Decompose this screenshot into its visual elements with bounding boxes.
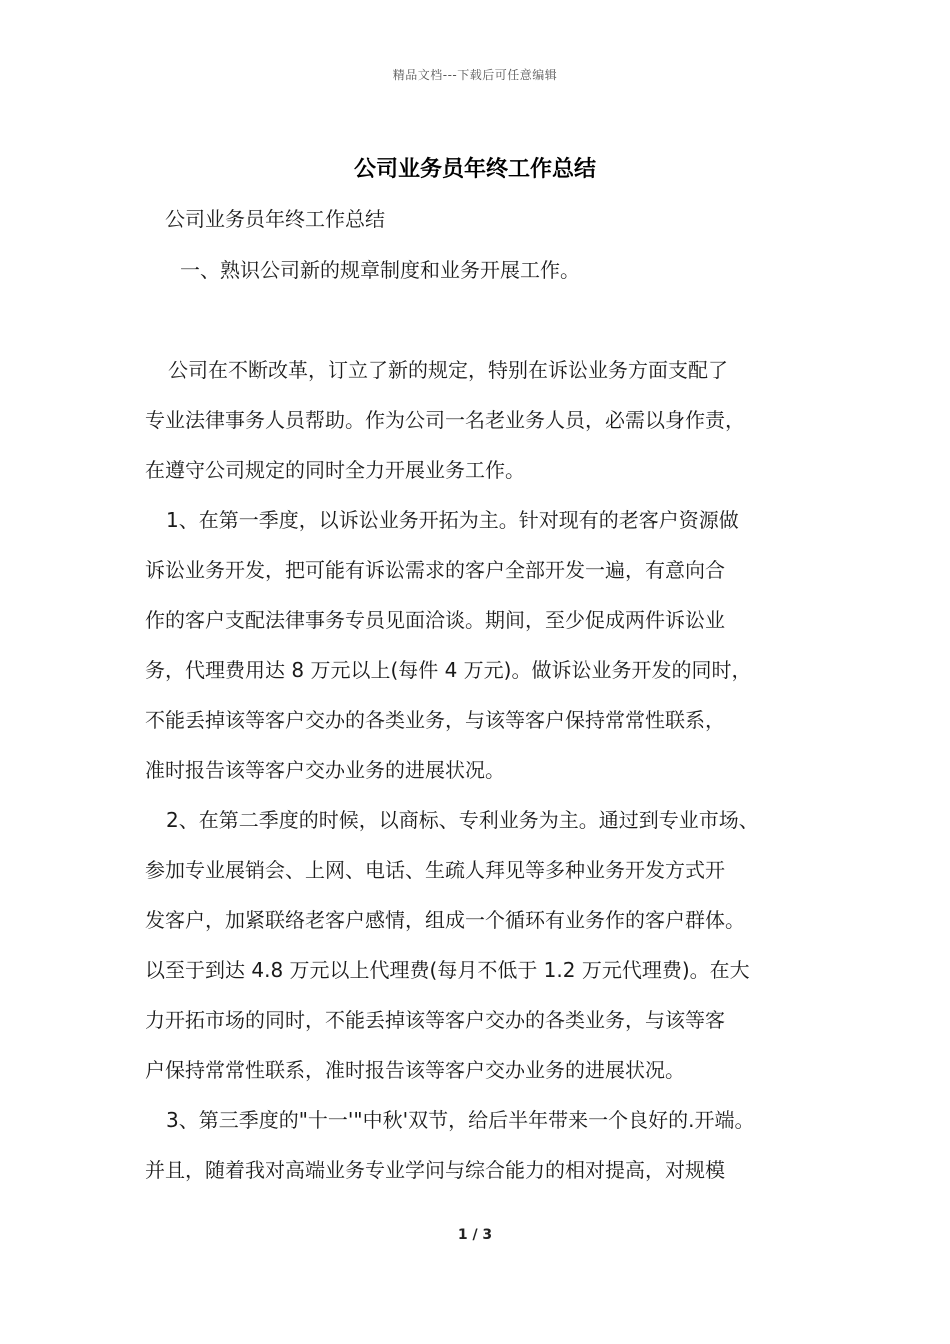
paragraph-line: 2、在第二季度的时候，以商标、专利业务为主。通过到专业市场、 — [166, 808, 759, 832]
subtitle-line: 公司业务员年终工作总结 — [165, 207, 385, 231]
page-header: 精品文档---下载后可任意编辑 — [392, 68, 558, 82]
paragraph-line: 1、在第一季度，以诉讼业务开拓为主。针对现有的老客户资源做 — [166, 508, 739, 532]
paragraph-line: 准时报告该等客户交办业务的进展状况。 — [145, 758, 505, 782]
paragraph-line: 并且，随着我对高端业务专业学问与综合能力的相对提高，对规模 — [145, 1158, 725, 1182]
document-title: 公司业务员年终工作总结 — [353, 157, 596, 182]
paragraph-line: 3、第三季度的"十一'"中秋'双节，给后半年带来一个良好的.开端。 — [166, 1108, 755, 1132]
paragraph-line: 公司在不断改革，订立了新的规定，特别在诉讼业务方面支配了 — [168, 358, 728, 382]
page-number: 1 / 3 — [457, 1227, 493, 1243]
paragraph-line: 在遵守公司规定的同时全力开展业务工作。 — [145, 458, 525, 482]
paragraph-line: 户保持常常性联系，准时报告该等客户交办业务的进展状况。 — [145, 1058, 685, 1082]
paragraph-line: 诉讼业务开发，把可能有诉讼需求的客户全部开发一遍，有意向合 — [145, 558, 725, 582]
paragraph-line: 务，代理费用达 8 万元以上(每件 4 万元)。做诉讼业务开发的同时， — [145, 658, 752, 682]
paragraph-line: 发客户，加紧联络老客户感情，组成一个循环有业务作的客户群体。 — [145, 908, 745, 932]
paragraph-line: 作的客户支配法律事务专员见面洽谈。期间，至少促成两件诉讼业 — [145, 608, 725, 632]
paragraph-line: 以至于到达 4.8 万元以上代理费(每月不低于 1.2 万元代理费)。在大 — [145, 958, 750, 982]
paragraph-line: 参加专业展销会、上网、电话、生疏人拜见等多种业务开发方式开 — [145, 858, 725, 882]
section-heading: 一、熟识公司新的规章制度和业务开展工作。 — [180, 258, 580, 282]
paragraph-line: 专业法律事务人员帮助。作为公司一名老业务人员，必需以身作责， — [145, 408, 745, 432]
paragraph-line: 不能丢掉该等客户交办的各类业务，与该等客户保持常常性联系， — [145, 708, 725, 732]
paragraph-line: 力开拓市场的同时，不能丢掉该等客户交办的各类业务，与该等客 — [145, 1008, 725, 1032]
